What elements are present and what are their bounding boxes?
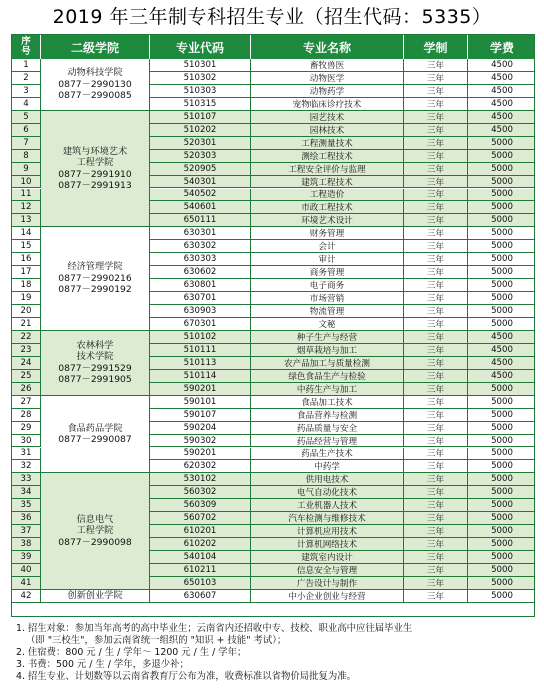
row-code: 590201 xyxy=(150,383,251,396)
row-system: 三年 xyxy=(404,383,468,396)
row-system: 三年 xyxy=(404,396,468,409)
row-fee: 5000 xyxy=(468,253,535,266)
note-3: 3. 书费：500 元 / 生 / 学年，多退少补； xyxy=(16,659,189,670)
row-major: 文秘 xyxy=(251,318,404,331)
row-fee: 5000 xyxy=(468,499,535,512)
table-header xyxy=(12,35,534,59)
row-code: 560309 xyxy=(150,499,251,512)
row-seq: 39 xyxy=(12,551,41,564)
row-seq: 18 xyxy=(12,279,41,292)
row-major: 工业机器人技术 xyxy=(251,499,404,512)
row-seq: 22 xyxy=(12,331,41,344)
row-fee: 5000 xyxy=(468,214,535,227)
row-fee: 4500 xyxy=(468,98,535,111)
row-fee: 5000 xyxy=(468,538,535,551)
row-code: 630903 xyxy=(150,305,251,318)
row-code: 590101 xyxy=(150,396,251,409)
row-major: 农产品加工与质量检测 xyxy=(251,357,404,370)
college-line: 信息电气 xyxy=(76,513,114,525)
row-major: 电气自动化技术 xyxy=(251,486,404,499)
row-code: 520303 xyxy=(150,150,251,163)
row-code: 560702 xyxy=(150,512,251,525)
row-fee: 4500 xyxy=(468,59,535,72)
row-major: 建筑工程技术 xyxy=(251,176,404,189)
row-system: 三年 xyxy=(404,240,468,253)
row-system: 三年 xyxy=(404,189,468,202)
row-major: 审计 xyxy=(251,253,404,266)
row-seq: 37 xyxy=(12,525,41,538)
row-fee: 4500 xyxy=(468,72,535,85)
college-cell xyxy=(41,473,150,590)
row-system: 三年 xyxy=(404,305,468,318)
row-major: 食品加工技术 xyxy=(251,396,404,409)
row-seq: 32 xyxy=(12,460,41,473)
header-college: 二级学院 xyxy=(41,35,150,59)
row-code: 540502 xyxy=(150,189,251,202)
row-seq: 24 xyxy=(12,357,41,370)
college-line: 0877－2990085 xyxy=(58,90,132,102)
row-fee: 5000 xyxy=(468,227,535,240)
row-fee: 5000 xyxy=(468,435,535,448)
row-code: 610201 xyxy=(150,525,251,538)
row-seq: 33 xyxy=(12,473,41,486)
row-major: 园艺技术 xyxy=(251,111,404,124)
row-seq: 41 xyxy=(12,577,41,590)
college-line: 0877－2991910 xyxy=(58,168,132,180)
row-fee: 5000 xyxy=(468,512,535,525)
row-code: 590201 xyxy=(150,448,251,461)
row-seq: 2 xyxy=(12,72,41,85)
college-line: 0877－2990130 xyxy=(58,78,132,90)
college-line: 建筑与环境艺术 xyxy=(62,145,128,157)
row-code: 650103 xyxy=(150,577,251,590)
row-seq: 23 xyxy=(12,344,41,357)
row-major: 信息安全与管理 xyxy=(251,564,404,577)
row-major: 市政工程技术 xyxy=(251,201,404,214)
row-code: 540601 xyxy=(150,201,251,214)
row-fee: 5000 xyxy=(468,201,535,214)
row-seq: 28 xyxy=(12,409,41,422)
college-cell xyxy=(41,331,150,396)
row-code: 510301 xyxy=(150,59,251,72)
row-fee: 5000 xyxy=(468,486,535,499)
row-seq: 21 xyxy=(12,318,41,331)
row-major: 动物医学 xyxy=(251,72,404,85)
row-major: 工程测量技术 xyxy=(251,137,404,150)
row-code: 630701 xyxy=(150,292,251,305)
row-major: 中药学 xyxy=(251,460,404,473)
row-seq: 19 xyxy=(12,292,41,305)
college-line: 0877－2990098 xyxy=(58,536,132,548)
header-fee: 学费 xyxy=(489,40,514,55)
header-code: 专业代码 xyxy=(150,35,251,59)
row-code: 590204 xyxy=(150,422,251,435)
row-seq: 42 xyxy=(12,590,41,603)
row-code: 650111 xyxy=(150,214,251,227)
row-code: 530102 xyxy=(150,473,251,486)
row-code: 510302 xyxy=(150,72,251,85)
row-code: 520301 xyxy=(150,137,251,150)
row-major: 中药生产与加工 xyxy=(251,383,404,396)
row-seq: 4 xyxy=(12,98,41,111)
row-code: 540104 xyxy=(150,551,251,564)
row-fee: 4500 xyxy=(468,111,535,124)
row-fee: 4500 xyxy=(468,357,535,370)
row-code: 610202 xyxy=(150,538,251,551)
row-seq: 29 xyxy=(12,422,41,435)
row-major: 建筑室内设计 xyxy=(251,551,404,564)
row-fee: 5000 xyxy=(468,150,535,163)
row-major: 财务管理 xyxy=(251,227,404,240)
row-system: 三年 xyxy=(404,176,468,189)
row-fee: 4500 xyxy=(468,124,535,137)
row-system: 三年 xyxy=(404,150,468,163)
row-code: 590302 xyxy=(150,435,251,448)
college-line: 农林科学 xyxy=(76,339,114,351)
row-fee: 5000 xyxy=(468,564,535,577)
college-line: 动物科技学院 xyxy=(67,67,123,79)
header-seq-line2: 号 xyxy=(21,46,31,57)
college-line: 工程学院 xyxy=(76,525,114,537)
row-fee: 5000 xyxy=(468,383,535,396)
row-seq: 16 xyxy=(12,253,41,266)
row-major: 药品经营与管理 xyxy=(251,435,404,448)
row-fee: 5000 xyxy=(468,189,535,202)
page-title: 2019 年三年制专科招生专业（招生代码：5335） xyxy=(52,6,492,28)
row-fee: 5000 xyxy=(468,305,535,318)
row-code: 510303 xyxy=(150,85,251,98)
row-code: 630301 xyxy=(150,227,251,240)
row-major: 绿色食品生产与检验 xyxy=(251,370,404,383)
row-code: 510114 xyxy=(150,370,251,383)
college-line: 0877－2991529 xyxy=(58,362,132,374)
row-system: 三年 xyxy=(404,435,468,448)
row-system: 三年 xyxy=(404,486,468,499)
row-fee: 5000 xyxy=(468,448,535,461)
note-2: 2. 住宿费：800 元 / 生 / 学年～ 1200 元 / 生 / 学年； xyxy=(16,647,247,658)
row-fee: 5000 xyxy=(468,473,535,486)
row-seq: 13 xyxy=(12,214,41,227)
row-code: 510113 xyxy=(150,357,251,370)
row-major: 中小企业创业与经营 xyxy=(251,590,404,603)
row-major: 药品生产技术 xyxy=(251,448,404,461)
row-system: 三年 xyxy=(404,564,468,577)
row-code: 590107 xyxy=(150,409,251,422)
row-system: 三年 xyxy=(404,98,468,111)
row-system: 三年 xyxy=(404,448,468,461)
row-system: 三年 xyxy=(404,499,468,512)
row-system: 三年 xyxy=(404,85,468,98)
row-system: 三年 xyxy=(404,318,468,331)
row-major: 供用电技术 xyxy=(251,473,404,486)
row-system: 三年 xyxy=(404,201,468,214)
row-system: 三年 xyxy=(404,551,468,564)
row-seq: 6 xyxy=(12,124,41,137)
row-code: 630801 xyxy=(150,279,251,292)
row-system: 三年 xyxy=(404,344,468,357)
row-code: 510202 xyxy=(150,124,251,137)
row-seq: 27 xyxy=(12,396,41,409)
row-major: 烟草栽培与加工 xyxy=(251,344,404,357)
header-seq-line1: 序 xyxy=(21,36,31,47)
row-code: 630602 xyxy=(150,266,251,279)
row-fee: 5000 xyxy=(468,577,535,590)
row-fee: 5000 xyxy=(468,460,535,473)
row-fee: 4500 xyxy=(468,344,535,357)
row-major: 商务管理 xyxy=(251,266,404,279)
row-system: 三年 xyxy=(404,137,468,150)
row-system: 三年 xyxy=(404,124,468,137)
college-cell xyxy=(41,59,150,111)
row-major: 环境艺术设计 xyxy=(251,214,404,227)
college-cell xyxy=(41,111,150,228)
college-line: 0877－2990216 xyxy=(58,272,132,284)
row-seq: 14 xyxy=(12,227,41,240)
row-code: 520905 xyxy=(150,163,251,176)
row-code: 510315 xyxy=(150,98,251,111)
row-code: 510107 xyxy=(150,111,251,124)
row-seq: 20 xyxy=(12,305,41,318)
row-seq: 3 xyxy=(12,85,41,98)
row-seq: 7 xyxy=(12,137,41,150)
row-code: 510111 xyxy=(150,344,251,357)
admissions-table xyxy=(11,34,535,617)
row-major: 工程安全评价与监理 xyxy=(251,163,404,176)
college-line: 食品药品学院 xyxy=(67,422,123,434)
row-system: 三年 xyxy=(404,253,468,266)
college-cell xyxy=(41,590,150,603)
row-fee: 4500 xyxy=(468,370,535,383)
college-line: 0877－2991913 xyxy=(58,180,132,192)
row-system: 三年 xyxy=(404,292,468,305)
row-seq: 34 xyxy=(12,486,41,499)
row-seq: 35 xyxy=(12,499,41,512)
row-system: 三年 xyxy=(404,512,468,525)
header-major: 专业名称 xyxy=(251,35,404,59)
row-fee: 5000 xyxy=(468,422,535,435)
row-major: 宠物临床诊疗技术 xyxy=(251,98,404,111)
row-system: 三年 xyxy=(404,227,468,240)
row-system: 三年 xyxy=(404,266,468,279)
header-system: 学制 xyxy=(404,35,468,59)
row-code: 560302 xyxy=(150,486,251,499)
row-seq: 15 xyxy=(12,240,41,253)
row-major: 工程造价 xyxy=(251,189,404,202)
row-major: 计算机网络技术 xyxy=(251,538,404,551)
row-seq: 38 xyxy=(12,538,41,551)
row-major: 园林技术 xyxy=(251,124,404,137)
row-fee: 5000 xyxy=(468,590,535,603)
row-major: 电子商务 xyxy=(251,279,404,292)
row-fee: 4500 xyxy=(468,85,535,98)
row-seq: 40 xyxy=(12,564,41,577)
row-system: 三年 xyxy=(404,214,468,227)
row-major: 计算机应用技术 xyxy=(251,525,404,538)
college-cell xyxy=(41,396,150,474)
row-system: 三年 xyxy=(404,279,468,292)
row-seq: 31 xyxy=(12,448,41,461)
row-seq: 25 xyxy=(12,370,41,383)
row-system: 三年 xyxy=(404,59,468,72)
row-code: 630302 xyxy=(150,240,251,253)
note-1-cont: （即 "三校生"，参加云南省统一组织的 "知识 + 技能" 考试）； xyxy=(26,635,287,646)
row-fee: 5000 xyxy=(468,525,535,538)
row-system: 三年 xyxy=(404,409,468,422)
row-system: 三年 xyxy=(404,525,468,538)
row-system: 三年 xyxy=(404,72,468,85)
row-fee: 5000 xyxy=(468,409,535,422)
note-4: 4. 招生专业、计划数等以云南省教育厅公布为准，收费标准以省物价局批复为准。 xyxy=(16,671,357,682)
row-seq: 36 xyxy=(12,512,41,525)
row-seq: 1 xyxy=(12,59,41,72)
row-system: 三年 xyxy=(404,473,468,486)
row-major: 动物药学 xyxy=(251,85,404,98)
row-seq: 9 xyxy=(12,163,41,176)
row-major: 市场营销 xyxy=(251,292,404,305)
row-major: 食品营养与检测 xyxy=(251,409,404,422)
row-seq: 11 xyxy=(12,189,41,202)
row-major: 汽车检测与维修技术 xyxy=(251,512,404,525)
row-code: 620302 xyxy=(150,460,251,473)
row-seq: 17 xyxy=(12,266,41,279)
row-seq: 10 xyxy=(12,176,41,189)
row-code: 540301 xyxy=(150,176,251,189)
college-cell xyxy=(41,227,150,331)
row-system: 三年 xyxy=(404,538,468,551)
college-line: 经济管理学院 xyxy=(67,261,123,273)
college-line: 工程学院 xyxy=(76,157,114,169)
row-system: 三年 xyxy=(404,460,468,473)
row-seq: 30 xyxy=(12,435,41,448)
college-line: 0877－2990087 xyxy=(58,434,132,446)
row-fee: 5000 xyxy=(468,137,535,150)
row-fee: 5000 xyxy=(468,240,535,253)
note-1: 1. 招生对象：参加当年高考的高中毕业生；云南省内还招收中专、技校、职业高中应往届毕业生 xyxy=(16,623,413,634)
row-system: 三年 xyxy=(404,357,468,370)
college-line: 技术学院 xyxy=(76,351,114,363)
row-major: 物流管理 xyxy=(251,305,404,318)
row-fee: 5000 xyxy=(468,396,535,409)
row-major: 药品质量与安全 xyxy=(251,422,404,435)
college-line: 创新创业学院 xyxy=(67,590,123,602)
college-line: 0877－2991905 xyxy=(58,374,132,386)
row-major: 畜牧兽医 xyxy=(251,59,404,72)
row-fee: 5000 xyxy=(468,176,535,189)
row-code: 670301 xyxy=(150,318,251,331)
row-system: 三年 xyxy=(404,331,468,344)
row-system: 三年 xyxy=(404,422,468,435)
row-system: 三年 xyxy=(404,163,468,176)
row-major: 测绘工程技术 xyxy=(251,150,404,163)
row-seq: 8 xyxy=(12,150,41,163)
row-code: 510102 xyxy=(150,331,251,344)
row-code: 630303 xyxy=(150,253,251,266)
row-system: 三年 xyxy=(404,577,468,590)
row-major: 种子生产与经营 xyxy=(251,331,404,344)
row-fee: 5000 xyxy=(468,266,535,279)
header-seq xyxy=(12,35,41,59)
row-fee: 5000 xyxy=(468,292,535,305)
notes xyxy=(16,623,544,683)
row-fee: 5000 xyxy=(468,318,535,331)
row-seq: 26 xyxy=(12,383,41,396)
row-fee: 5000 xyxy=(468,279,535,292)
row-seq: 5 xyxy=(12,111,41,124)
row-code: 610211 xyxy=(150,564,251,577)
row-system: 三年 xyxy=(404,590,468,603)
row-system: 三年 xyxy=(404,111,468,124)
row-fee: 5000 xyxy=(468,163,535,176)
row-system: 三年 xyxy=(404,370,468,383)
college-line: 0877－2990192 xyxy=(58,284,132,296)
row-code: 630607 xyxy=(150,590,251,603)
row-fee: 5000 xyxy=(468,551,535,564)
row-major: 广告设计与制作 xyxy=(251,577,404,590)
row-major: 会计 xyxy=(251,240,404,253)
row-fee: 4500 xyxy=(468,331,535,344)
row-seq: 12 xyxy=(12,201,41,214)
